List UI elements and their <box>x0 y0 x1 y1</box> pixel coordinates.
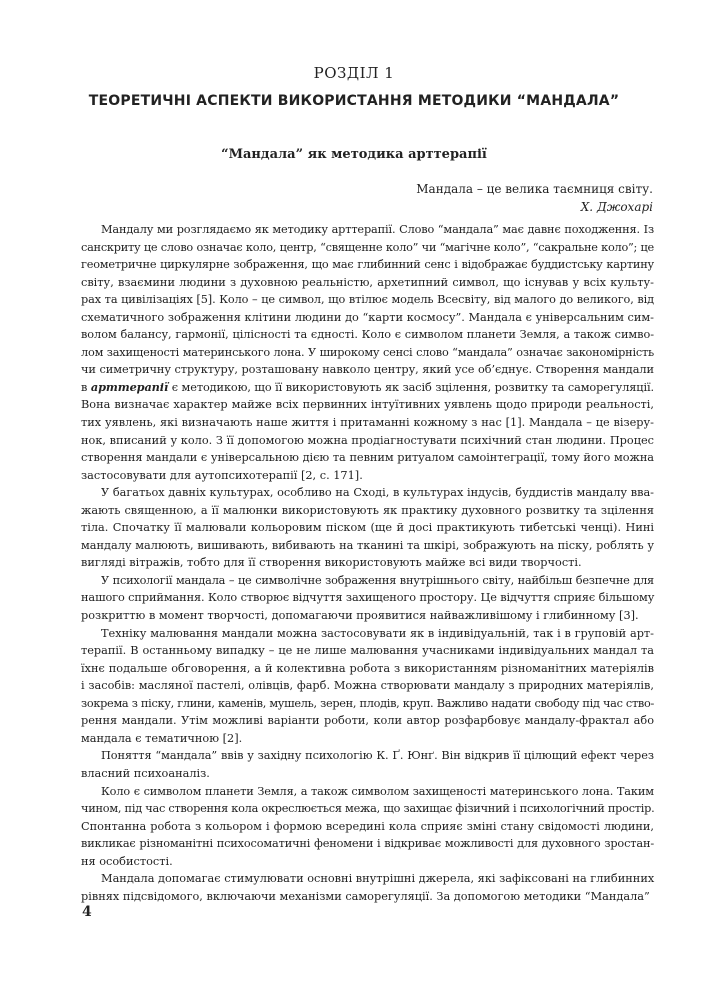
text-line: вигляді вітражів, тобто для її створення використовують майже всі види творчості. <box>81 556 582 570</box>
text-line: застосовувати для аутопсихотерапії [2, с. 171]. <box>81 468 363 482</box>
text-fragment: в <box>81 380 91 394</box>
text-line: мандала є тематичною [2]. <box>81 731 243 745</box>
text-line: нок, вписаний у коло. З її допомогою можна продіагностувати психічний стан людини. Процес <box>81 433 654 447</box>
paragraph <box>81 783 654 871</box>
emphasized-term: арттерапії <box>90 379 169 394</box>
chapter-title: ТЕОРЕТИЧНІ АСПЕКТИ ВИКОРИСТАННЯ МЕТОДИКИ “МАНДАЛА” <box>88 93 620 109</box>
text-line: нашого сприймання. Коло створює відчуття захищеного простору. Це відчуття сприяє більшому <box>81 591 655 605</box>
text-line: Мандала допомагає стимулювати основні внутрішні джерела, які зафіксовані на глибинних <box>101 872 655 886</box>
text-line: Вона визначає характер майже всіх первинних інтуїтивних уявлень щодо природи реальності, <box>81 398 654 412</box>
paragraph <box>81 484 654 572</box>
text-line: чином, під час створення кола окреслюється межа, що захищає фізичний і психологічний простір. <box>81 802 655 816</box>
text-line: У багатьох давніх культурах, особливо на Сході, в культурах індусів, буддистів мандалу вва- <box>101 486 654 500</box>
chapter-label: РОЗДІЛ 1 <box>313 64 395 82</box>
text-line: чи симетричну структуру, розташовану навколо центру, який усе об’єднує. Створення мандали <box>81 363 654 377</box>
paragraph <box>81 221 654 484</box>
text-line: зокрема з піску, глини, каменів, мушель, зерен, плодів, круп. Важливо надати свободу під час ство- <box>81 696 654 710</box>
paragraph <box>81 870 654 905</box>
text-line: тих уявлень, які визначають наше життя і притаманні кожному з нас [1]. Мандала – це візеру- <box>81 416 654 430</box>
text-line: створення мандали є універсальною дією та певним ритуалом самоінтеграції, тому його можна <box>81 451 654 465</box>
text-line: світу, взаємини людини з духовною реальністю, архетипний символ, що існував у всіх культу- <box>81 275 654 289</box>
text-line: рення мандали. Утім можливі варіанти роботи, коли автор розфарбовує мандалу-фрактал або <box>81 714 654 728</box>
text-line: санскриту це слово означає коло, центр, “священне коло” чи “магічне коло”, “сакральне коло”; це <box>81 240 654 254</box>
text-line: рівнях підсвідомого, включаючи механізми саморегуляції. За допомогою методики “Мандала” <box>81 889 650 903</box>
section-title: “Мандала” як методика арттерапії <box>221 147 487 162</box>
epigraph <box>416 180 653 216</box>
text-line: викликає різноманітні психосоматичні феномени і відкриває можливості для духовного зростан- <box>81 837 654 851</box>
body-text <box>81 221 654 905</box>
text-line: розкриттю в момент творчості, допомагаючи проявитися найважливішому і глибинному [3]. <box>81 609 639 623</box>
epigraph-quote: Мандала – це велика таємниця світу. <box>416 182 653 196</box>
text-line: рах та цивілізаціях [5]. Коло – це символ, що втілює модель Всесвіту, від малого до великого, від <box>81 293 654 307</box>
text-line: Мандалу ми розглядаємо як методику арттерапії. Слово “мандала” має давнє походження. Із <box>101 223 654 236</box>
text-line: і засобів: масляної пастелі, олівців, фарб. Можна створювати мандалу з природних матеріялів, <box>81 679 654 693</box>
text-line: Спонтанна робота з кольором і формою всередині кола сприяє зміні стану свідомості людини, <box>81 819 654 833</box>
paragraph <box>81 572 654 625</box>
text-line <box>81 379 654 397</box>
text-line: Поняття “мандала” ввів у західну психологію К. Ґ. Юнґ. Він відкрив її цілющий ефект через <box>101 749 654 763</box>
text-line: схематичного зображення клітини людини до “карти космосу”. Мандала є універсальним сим- <box>81 310 654 324</box>
text-line: власний психоаналіз. <box>81 766 210 780</box>
epigraph-author: Х. Джохарі <box>580 200 653 214</box>
text-line: геометричне циркулярне зображення, що має глибинний сенс і відображає буддистську картину <box>81 258 654 272</box>
text-line: лом захищеності материнського лона. У широкому сенсі слово “мандала” означає закономірність <box>81 345 654 359</box>
text-line: волом балансу, гармонії, цілісності та єдності. Коло є символом планети Земля, а також симво- <box>81 328 654 342</box>
text-line: У психології мандала – це символічне зображення внутрішнього світу, найбільш безпечне для <box>101 573 654 587</box>
text-line: мандалу малюють, вишивають, вибивають на тканині та шкірі, зображують на піску, роблять у <box>81 538 654 552</box>
text-line: терапії. В останньому випадку – це не лише малювання учасниками індивідуальних мандал та <box>81 644 654 658</box>
paragraph <box>81 747 654 782</box>
text-line: їхнє подальше обговорення, а й колективна робота з використанням різноманітних матеріялів <box>81 661 654 675</box>
paragraph <box>81 625 654 748</box>
text-line: жають священною, а її малюнки використовують як практику духовного розвитку та зцілення <box>81 503 654 517</box>
text-line: Техніку малювання мандали можна застосовувати як в індивідуальній, так і в груповій арт- <box>101 626 654 640</box>
text-line: тіла. Спочатку її малювали кольоровим піском (ще й досі практикують тибетські ченці). Нині <box>81 521 654 535</box>
text-fragment: є методикою, що її використовують як засіб зцілення, розвитку та саморегуляції. <box>168 380 654 394</box>
page-number: 4 <box>82 904 92 920</box>
text-line: Коло є символом планети Земля, а також символом захищеності материнського лона. Таким <box>101 784 654 798</box>
text-line: ня особистості. <box>81 854 173 868</box>
